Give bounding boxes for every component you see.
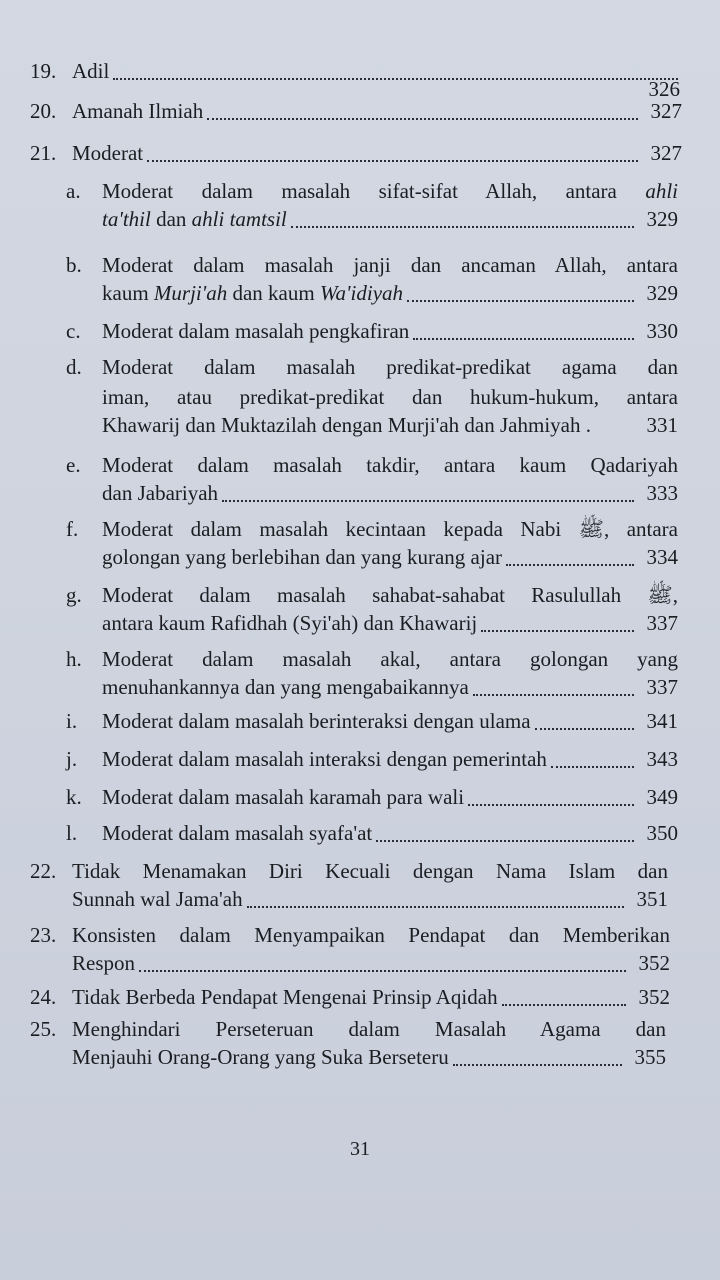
entry-letter: b. (66, 253, 82, 277)
entry-letter: g. (66, 583, 82, 607)
entry-page: 331 (646, 413, 678, 437)
entry-title: Respon (72, 951, 135, 975)
toc-subentry-g (66, 580, 678, 636)
toc-subentry-e (66, 450, 678, 506)
dot-leader (453, 1063, 622, 1066)
entry-text: Moderat dalam masalah berinteraksi dengan ulama (102, 709, 531, 733)
entry-text: iman, atau predikat-predikat dan hukum-hukum, antara (102, 385, 678, 409)
toc-entry-23 (30, 920, 670, 976)
entry-page: 337 (646, 675, 678, 699)
entry-text-italic: Murji'ah (153, 281, 228, 305)
toc-subentry-k (66, 784, 678, 810)
toc-entry-24 (30, 984, 670, 1010)
toc-subentry-h (66, 644, 678, 700)
entry-number: 24. (30, 985, 57, 1009)
entry-text: Moderat dalam masalah kecintaan kepada Nabi ﷺ, antara (102, 517, 678, 541)
entry-page: 352 (638, 985, 670, 1009)
entry-text: Moderat dalam masalah sahabat-sahabat Rasulullah ﷺ, (102, 583, 678, 607)
toc-subentry-b (66, 250, 678, 306)
toc-subentry-c (66, 318, 678, 344)
entry-text: Moderat dalam masalah janji dan ancaman Allah, antara (102, 253, 678, 277)
entry-text-italic: Wa'idiyah (319, 281, 404, 305)
entry-text: menuhankannya dan yang mengabaikannya (102, 675, 469, 699)
entry-page: 355 (634, 1045, 666, 1069)
toc-subentry-f (66, 514, 678, 570)
entry-number: 22. (30, 859, 57, 883)
dot-leader (139, 969, 626, 972)
entry-text: Moderat dalam masalah akal, antara golongan yang (102, 647, 678, 671)
toc-entry-25 (30, 1014, 666, 1070)
entry-page: 327 (650, 141, 682, 165)
entry-page: 326 (648, 77, 680, 101)
toc-subentry-l (66, 820, 678, 846)
entry-title: Adil (72, 59, 110, 83)
dot-leader (473, 693, 634, 696)
entry-page: 334 (646, 545, 678, 569)
dot-leader (222, 499, 634, 502)
entry-page: 329 (646, 207, 678, 231)
entry-title: Menghindari Perseteruan dalam Masalah Agama dan (72, 1017, 666, 1041)
entry-text: dan kaum (227, 281, 320, 305)
entry-page: 337 (646, 611, 678, 635)
dot-leader (506, 563, 634, 566)
dot-leader (147, 159, 638, 162)
entry-page: 351 (636, 887, 668, 911)
toc-subentry-a (66, 176, 678, 232)
dot-leader (207, 117, 638, 120)
entry-title: Sunnah wal Jama'ah (72, 887, 243, 911)
dot-leader (468, 803, 634, 806)
footer-page-number: 31 (350, 1138, 370, 1160)
entry-page: 341 (646, 709, 678, 733)
entry-letter: i. (66, 709, 78, 733)
dot-leader (247, 905, 624, 908)
entry-title: Tidak Berbeda Pendapat Mengenai Prinsip Aqidah (72, 985, 498, 1009)
entry-text: Khawarij dan Muktazilah dengan Murji'ah dan Jahmiyah . (102, 413, 591, 437)
toc-entry-22 (30, 856, 668, 912)
dot-leader (535, 727, 634, 730)
entry-page: 343 (646, 747, 678, 771)
entry-text: dan Jabariyah (102, 481, 219, 505)
dot-leader (291, 225, 634, 228)
entry-page: 327 (650, 99, 682, 123)
entry-letter: f. (66, 517, 79, 541)
entry-title: Menjauhi Orang-Orang yang Suka Berseteru (72, 1045, 449, 1069)
entry-text: Moderat dalam masalah takdir, antara kaum Qadariyah (102, 453, 678, 477)
dot-leader (113, 77, 678, 80)
dot-leader (413, 337, 634, 340)
entry-text-italic: ahli tamtsil (191, 207, 287, 231)
toc-subentry-i (66, 708, 678, 734)
entry-text: Moderat dalam masalah sifat-sifat Allah, antara (102, 179, 617, 203)
entry-text: Moderat dalam masalah interaksi dengan pemerintah (102, 747, 547, 771)
entry-text: golongan yang berlebihan dan yang kurang ajar (102, 545, 503, 569)
entry-page: 330 (646, 319, 678, 343)
entry-text: Moderat dalam masalah karamah para wali (102, 785, 465, 809)
entry-number: 20. (30, 99, 57, 123)
entry-letter: l. (66, 821, 78, 845)
dot-leader (481, 629, 634, 632)
entry-title: Moderat (72, 141, 144, 165)
entry-title: Amanah Ilmiah (72, 99, 204, 123)
toc-entry-21 (30, 140, 682, 166)
entry-text: Moderat dalam masalah predikat-predikat agama dan (102, 355, 678, 379)
dot-leader (376, 839, 634, 842)
entry-letter: k. (66, 785, 82, 809)
entry-letter: j. (66, 747, 78, 771)
dot-leader (551, 765, 634, 768)
entry-text-italic: ahli (645, 179, 678, 203)
entry-letter: a. (66, 179, 81, 203)
entry-number: 25. (30, 1017, 57, 1041)
toc-entry-20 (30, 98, 682, 124)
entry-text: dan (150, 207, 192, 231)
entry-letter: e. (66, 453, 81, 477)
toc-entry-19 (30, 58, 682, 84)
entry-text: Moderat dalam masalah syafa'at (102, 821, 373, 845)
entry-title: Tidak Menamakan Diri Kecuali dengan Nama Islam dan (72, 859, 668, 883)
entry-page: 329 (646, 281, 678, 305)
entry-letter: c. (66, 319, 81, 343)
entry-title: Konsisten dalam Menyampaikan Pendapat dan Memberikan (72, 923, 670, 947)
toc-subentry-j (66, 746, 678, 772)
entry-page: 352 (638, 951, 670, 975)
entry-letter: h. (66, 647, 82, 671)
entry-text: Moderat dalam masalah pengkafiran (102, 319, 410, 343)
entry-number: 23. (30, 923, 57, 947)
entry-page: 350 (646, 821, 678, 845)
entry-page: 333 (646, 481, 678, 505)
entry-text-italic: ta'thil (102, 207, 151, 231)
entry-number: 19. (30, 59, 57, 83)
dot-leader (407, 299, 634, 302)
entry-text: antara kaum Rafidhah (Syi'ah) dan Khawarij (102, 611, 478, 635)
entry-page: 349 (646, 785, 678, 809)
entry-letter: d. (66, 355, 82, 379)
dot-leader (502, 1003, 626, 1006)
entry-number: 21. (30, 141, 57, 165)
toc-subentry-d (66, 352, 678, 438)
entry-text: kaum (102, 281, 154, 305)
